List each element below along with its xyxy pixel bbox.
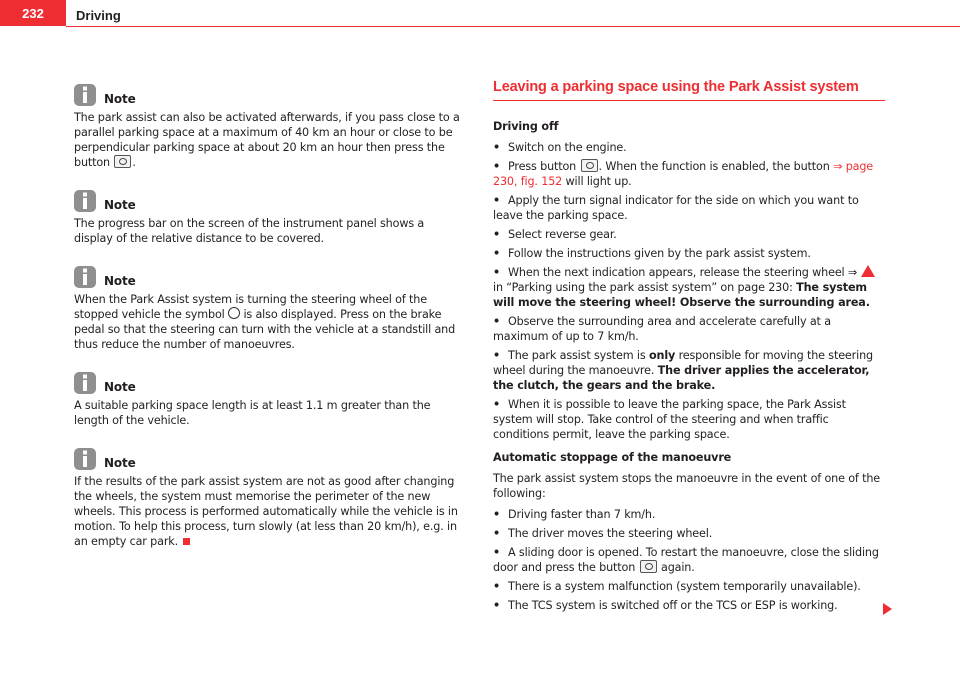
left-column bbox=[74, 80, 464, 565]
note-title: Note bbox=[104, 198, 136, 212]
park-assist-button-icon bbox=[640, 560, 657, 573]
list-item: • Observe the surrounding area and accelerate carefully at a maximum of up to 7 km/h. bbox=[493, 315, 831, 343]
list-item: • Select reverse gear. bbox=[493, 228, 617, 241]
right-column bbox=[493, 78, 885, 617]
park-assist-button-icon bbox=[581, 159, 598, 172]
note-text: The park assist can also be activated afterwards, if you pass close to a parallel parking space at a maximum of 40 km an hour or close to be perpendicular parking space at about 20 km an hour then press the button bbox=[74, 111, 460, 169]
note-text: A suitable parking space length is at least 1.1 m greater than the length of the vehicle. bbox=[74, 399, 431, 427]
list-item: • The TCS system is switched off or the TCS or ESP is working. bbox=[493, 599, 838, 612]
warning-triangle-icon bbox=[861, 265, 875, 277]
list-item: • Switch on the engine. bbox=[493, 141, 627, 154]
continue-arrow-icon bbox=[883, 603, 892, 615]
park-assist-button-icon bbox=[114, 155, 131, 168]
note-text: The progress bar on the screen of the instrument panel shows a display of the relative distance to be covered. bbox=[74, 217, 425, 245]
note-info-icon bbox=[74, 266, 96, 288]
paragraph: The park assist system stops the manoeuvre in the event of one of the following: bbox=[493, 472, 881, 500]
note-info-icon bbox=[74, 84, 96, 106]
steering-symbol-icon bbox=[228, 307, 240, 319]
list-item: • Apply the turn signal indicator for the side on which you want to leave the parking space. bbox=[493, 194, 859, 222]
note-info-icon bbox=[74, 448, 96, 470]
note-text: is also displayed. Press on the brake pedal so that the steering can turn with the vehicle at a standstill and thus reduce the number of manoeuvres. bbox=[74, 308, 456, 351]
section-title: Leaving a parking space using the Park Assist system bbox=[493, 78, 885, 101]
page-number: 232 bbox=[0, 0, 66, 26]
page-link[interactable]: ⇒ page 230, fig. 152 bbox=[493, 160, 874, 188]
subheading-automatic-stoppage: Automatic stoppage of the manoeuvre bbox=[493, 451, 732, 464]
note-block: Note The park assist can also be activated afterwards, if you pass close to a parallel parking space at a maximum of 40 km an hour or close to be perpendicular parking space at about 20 km an hour then press the button . bbox=[74, 80, 464, 170]
note-title: Note bbox=[104, 380, 136, 394]
list-item: • The park assist system is only responsible for moving the steering wheel during the manoeuvre. The driver applies the accelerator, the clutch, the gears and the brake. bbox=[493, 349, 873, 392]
note-text: When the Park Assist system is turning the steering wheel of the stopped vehicle the symbol bbox=[74, 293, 427, 321]
list-item: • When it is possible to leave the parking space, the Park Assist system will stop. Take control of the steering and when traffic conditions permit, leave the parking space. bbox=[493, 398, 846, 441]
page-header bbox=[0, 0, 960, 28]
list-item: • The driver moves the steering wheel. bbox=[493, 527, 713, 540]
note-info-icon bbox=[74, 372, 96, 394]
list-item: • When the next indication appears, release the steering wheel ⇒ in “Parking using the park assist system” on page 230: The system will move the steering wheel! Observe the surrounding area. bbox=[493, 265, 885, 310]
note-title: Note bbox=[104, 456, 136, 470]
list-item: • There is a system malfunction (system temporarily unavailable). bbox=[493, 580, 861, 593]
note-block bbox=[74, 262, 464, 352]
section-end-mark bbox=[183, 538, 190, 545]
header-rule bbox=[66, 26, 960, 27]
note-block bbox=[74, 368, 464, 428]
subheading-driving-off: Driving off bbox=[493, 120, 559, 133]
note-title: Note bbox=[104, 92, 136, 106]
note-text: If the results of the park assist system are not as good after changing the wheels, the system must memorise the perimeter of the new wheels. This process is performed automatically while the vehicle is in motion. To help this process, turn slowly (at less than 20 km/h), e.g. in an empty car park. bbox=[74, 475, 458, 548]
list-item: • Press button . When the function is enabled, the button ⇒ page 230, fig. 152 will light up. bbox=[493, 160, 874, 188]
note-block bbox=[74, 444, 464, 549]
note-block bbox=[74, 186, 464, 246]
list-item: • Follow the instructions given by the park assist system. bbox=[493, 247, 811, 260]
chapter-title: Driving bbox=[76, 8, 121, 23]
list-item: • A sliding door is opened. To restart the manoeuvre, close the sliding door and press the button again. bbox=[493, 546, 879, 574]
note-title: Note bbox=[104, 274, 136, 288]
list-item: • Driving faster than 7 km/h. bbox=[493, 508, 656, 521]
note-info-icon bbox=[74, 190, 96, 212]
